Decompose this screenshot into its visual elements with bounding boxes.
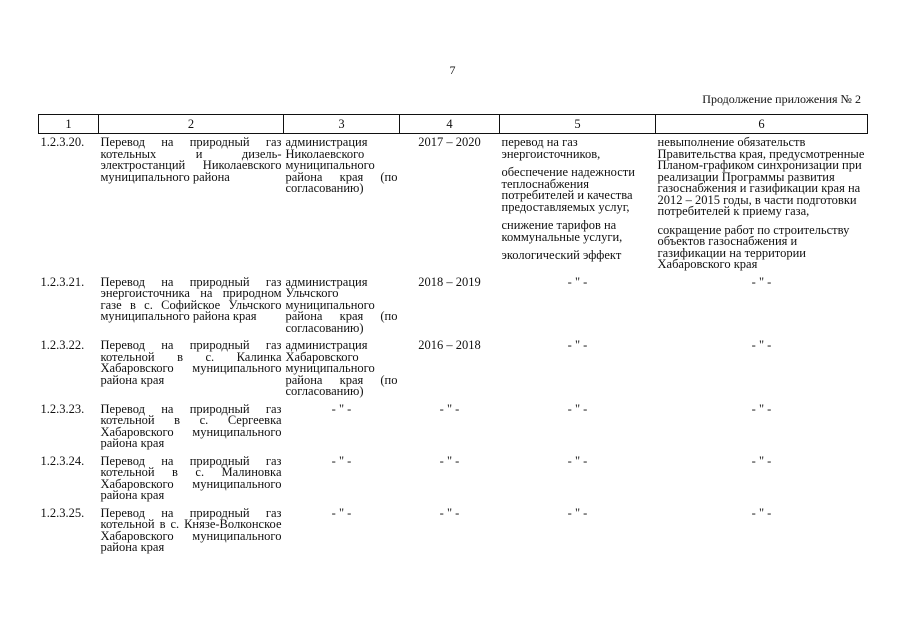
- risks: - " -: [751, 401, 772, 416]
- continuation-label: Продолжение приложения № 2: [702, 92, 861, 106]
- term: 2018 – 2019: [418, 274, 481, 289]
- executor: - " -: [331, 401, 352, 416]
- column-header: 1: [39, 115, 99, 134]
- table-row: [39, 505, 868, 557]
- column-header: 4: [400, 115, 500, 134]
- measure-name: Перевод на природный газ энергоисточника на природном газе в с. Софийское Ульчского муниципального района края: [100, 274, 282, 323]
- expected-results: - " -: [567, 505, 588, 520]
- measure-name: Перевод на природный газ котельной в с. Князе-Волконское Хабаровского муниципального района края: [100, 505, 282, 554]
- executor: администрация Ульчского муниципального района края (по согласованию): [285, 274, 398, 335]
- term: 2017 – 2020: [418, 135, 481, 149]
- risks: [656, 134, 868, 274]
- row-number: 1.2.3.23.: [40, 401, 85, 416]
- column-header: 6: [656, 115, 868, 134]
- result-item: экологический эффект: [501, 248, 622, 262]
- measure-name: Перевод на природный газ котельной в с. Сергеевка Хабаровского муниципального района края: [100, 401, 282, 450]
- expected-results: - " -: [567, 338, 588, 352]
- executor: администрация Хабаровского муниципального района края (по согласованию): [285, 338, 398, 398]
- table-row: [39, 401, 868, 453]
- expected-results: - " -: [567, 401, 588, 416]
- row-number: 1.2.3.24.: [40, 453, 85, 468]
- row-number: 1.2.3.25.: [40, 505, 85, 520]
- measures-table: [38, 114, 868, 557]
- measure-name: Перевод на природный газ котельной в с. Калинка Хабаровского муниципального района края: [100, 338, 282, 387]
- row-number: 1.2.3.21.: [40, 274, 85, 289]
- executor: - " -: [331, 453, 352, 468]
- row-number: 1.2.3.20.: [40, 135, 85, 149]
- term: - " -: [439, 453, 460, 468]
- term: - " -: [439, 401, 460, 416]
- term: 2016 – 2018: [418, 338, 481, 352]
- term: - " -: [439, 505, 460, 520]
- table-row: [39, 274, 868, 338]
- measure-name: Перевод на природный газ котельной в с. Малиновка Хабаровского муниципального района края: [100, 453, 282, 502]
- column-header: 2: [99, 115, 284, 134]
- risk-item: невыполнение обязательств Правительства края, предусмотренные Планом-графиком синхронизации при реализации Программы развития газоснабжения и газификации края на 2012 – 2015 годы, в части подготовки потребителей к приему газа,: [657, 135, 865, 218]
- executor: - " -: [331, 505, 352, 520]
- risks: - " -: [751, 505, 772, 520]
- table-header-row: [39, 115, 868, 134]
- table-row: [39, 337, 868, 401]
- risks: - " -: [751, 453, 772, 468]
- expected-results: - " -: [567, 274, 588, 289]
- table-row: [39, 134, 868, 274]
- result-item: обеспечение надежности теплоснабжения потребителей и качества предоставляемых услуг,: [501, 165, 635, 214]
- result-item: перевод на газ энергоисточников,: [501, 135, 601, 161]
- risks: - " -: [751, 338, 772, 352]
- result-item: снижение тарифов на коммунальные услуги,: [501, 218, 623, 244]
- column-header: 5: [500, 115, 656, 134]
- column-header: 3: [284, 115, 400, 134]
- row-number: 1.2.3.22.: [40, 338, 85, 352]
- risks: - " -: [751, 274, 772, 289]
- measure-name: Перевод на природный газ котельных и дизель-электростанций Николаевского муниципального района: [100, 135, 282, 184]
- risk-item: сокращение работ по строительству объектов газоснабжения и газификации на территории Хабаровского края: [657, 222, 850, 271]
- table-row: [39, 453, 868, 505]
- executor: администрация Николаевского муниципального района края (по согласованию): [285, 135, 398, 195]
- expected-results: - " -: [567, 453, 588, 468]
- page-number: 7: [449, 63, 456, 77]
- expected-results: [500, 134, 656, 274]
